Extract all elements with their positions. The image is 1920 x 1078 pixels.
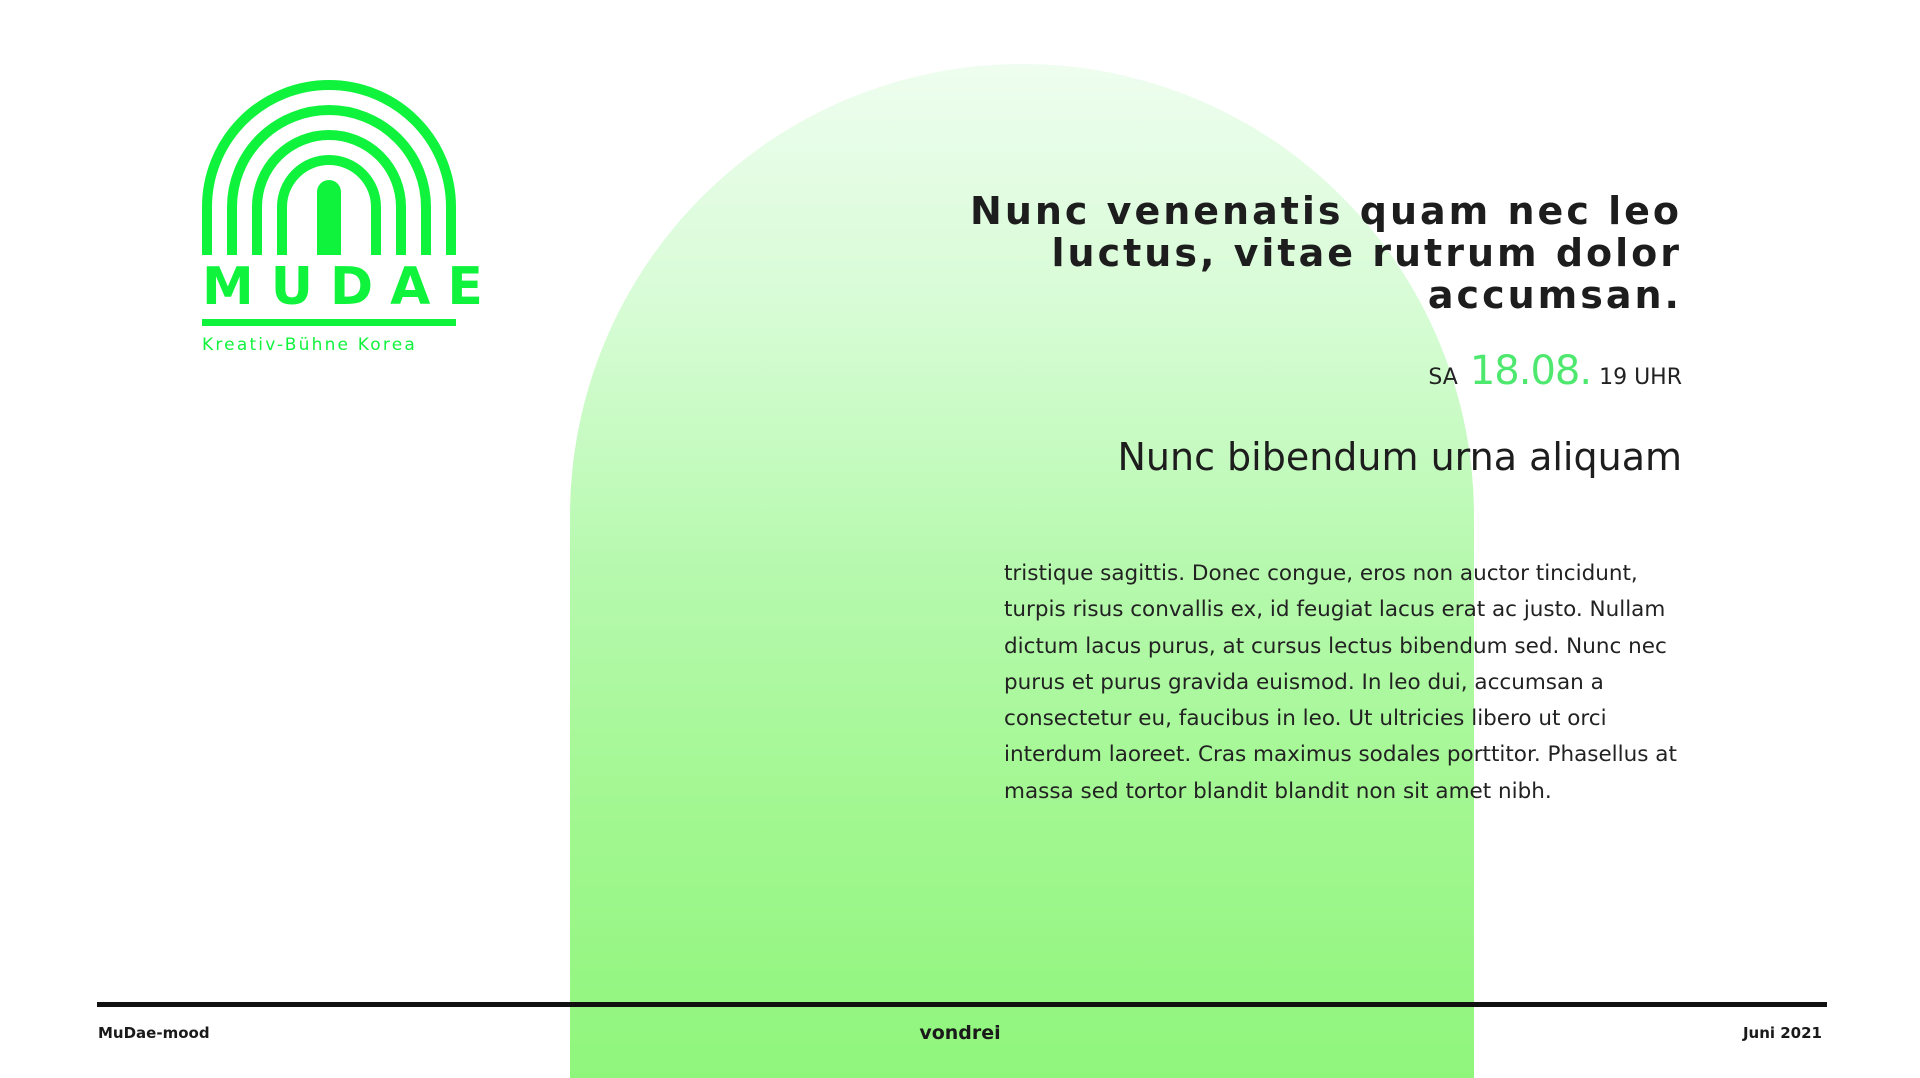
- footer-rule: [97, 1002, 1827, 1007]
- logo: [202, 80, 500, 355]
- footer-author: vondrei: [919, 1022, 1001, 1044]
- logo-wordmark: MUDAE: [202, 257, 500, 317]
- event-subtitle: Nunc bibendum urna aliquam: [1117, 435, 1682, 479]
- event-time: 19 UHR: [1599, 365, 1682, 390]
- event-date: 18.08.: [1469, 348, 1592, 394]
- footer-date: Juni 2021: [1742, 1024, 1822, 1042]
- event-description: tristique sagittis. Donec congue, eros non auctor tincidunt, turpis risus convallis ex, id feugiat lacus erat ac justo. Nullam dictum lacus purus, at cursus lectus bibendum sed. Nunc nec purus et purus gravida euismod. In leo dui, accumsan a consectetur eu, faucibus in leo. Ut ultricies libero ut orci interdum laoreet. Cras maximus sodales porttitor. Phasellus at massa sed tortor blandit blandit non sit amet nibh.: [1004, 561, 1677, 804]
- event-day: SA: [1428, 365, 1458, 390]
- logo-tagline: Kreativ-Bühne Korea: [202, 335, 418, 355]
- event-date-row: [922, 348, 1682, 394]
- logo-divider: [202, 319, 456, 326]
- event-headline: Nunc venenatis quam nec leo luctus, vitae rutrum dolor accumsan.: [970, 189, 1682, 317]
- event-content: [922, 190, 1682, 480]
- rainbow-arch-icon: [202, 80, 456, 255]
- footer-project-name: MuDae-mood: [98, 1024, 210, 1042]
